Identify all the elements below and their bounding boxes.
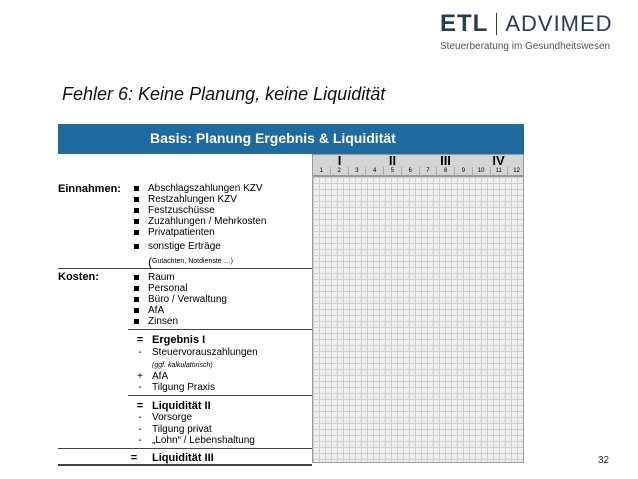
kosten-label: Kosten:: [58, 271, 99, 283]
divider: [58, 464, 312, 466]
bullet-icon: [134, 319, 139, 324]
list-item: [128, 272, 175, 283]
divider: [58, 268, 312, 269]
list-item: [128, 424, 212, 435]
liquiditaet2-label: Liquidität II: [152, 399, 211, 412]
divider: [128, 395, 312, 396]
item-text: AfA: [148, 305, 165, 316]
logo-name: ADVIMED: [505, 11, 613, 36]
month-label: 1: [313, 167, 331, 176]
month-label: 12: [513, 168, 520, 174]
month-label: 3: [349, 167, 367, 176]
banner-title: Basis: Planung Ergebnis & Liquidität: [150, 130, 396, 146]
sign: =: [130, 451, 138, 464]
quarter-row: [313, 155, 525, 167]
ergebnis-label: Ergebnis I: [152, 333, 206, 346]
liquiditaet3-label: Liquidität III: [152, 451, 214, 464]
list-item: [128, 205, 215, 216]
sign: =: [136, 333, 144, 346]
bullet-icon: [134, 230, 139, 235]
planning-rows: [58, 154, 312, 465]
item-text: Raum: [148, 272, 175, 283]
item-text: (ggf. kalkulatorisch): [152, 362, 213, 369]
einnahmen-note: [148, 256, 233, 267]
quarter-label: IV: [492, 153, 505, 168]
bullet-icon: [134, 186, 139, 191]
list-item: [128, 371, 168, 382]
ergebnis-row: [128, 334, 205, 345]
page-number: 32: [598, 455, 610, 466]
logo-brand: ETL: [440, 10, 489, 37]
list-item: [128, 435, 255, 446]
bullet-icon: [134, 275, 139, 280]
quarter-label: III: [440, 153, 451, 168]
month-label: 2: [331, 167, 349, 176]
slide-title: Fehler 6: Keine Planung, keine Liquidität: [62, 84, 386, 104]
item-text: Steuervorauszahlungen: [152, 347, 258, 358]
item-text: Tilgung privat: [152, 424, 212, 435]
item-text: Zuzahlungen / Mehrkosten: [148, 216, 267, 227]
list-item: [128, 227, 215, 238]
list-item: [128, 241, 221, 252]
month-label: 10: [473, 167, 491, 176]
item-text: sonstige Erträge: [148, 241, 221, 252]
sign: =: [136, 399, 144, 412]
table-banner: [58, 124, 524, 154]
bullet-icon: [134, 308, 139, 313]
month-label: 4: [366, 167, 384, 176]
list-item: [128, 183, 263, 194]
item-text: Vorsorge: [152, 412, 193, 423]
bullet-icon: [134, 244, 139, 249]
bullet-icon: [134, 286, 139, 291]
item-text: Büro / Verwaltung: [148, 294, 227, 305]
list-item: [128, 316, 178, 327]
liquiditaet2-row: [128, 400, 211, 411]
bullet-icon: [134, 219, 139, 224]
month-label: 7: [420, 167, 438, 176]
month-row: [313, 167, 525, 176]
list-item: [128, 360, 213, 371]
item-text: Personal: [148, 283, 188, 294]
item-text: Restzahlungen KZV: [148, 194, 237, 205]
month-label: 6: [402, 167, 420, 176]
note-open: (: [148, 254, 152, 269]
list-item: [128, 305, 164, 316]
item-text: Abschlagszahlungen KZV: [148, 183, 263, 194]
quarter-label: I: [337, 153, 342, 168]
liquiditaet3-row: [116, 452, 214, 463]
list-item: [128, 347, 258, 358]
sign: -: [138, 412, 142, 423]
item-text: Tilgung Praxis: [152, 382, 215, 393]
plan-grid: [312, 176, 524, 463]
einnahmen-label: Einnahmen:: [58, 183, 121, 195]
divider: [128, 329, 312, 330]
item-text: Zinsen: [148, 316, 179, 327]
logo: [440, 10, 630, 58]
sign: -: [138, 382, 142, 393]
list-item: [128, 382, 215, 393]
sign: +: [137, 371, 143, 382]
divider: [58, 448, 312, 449]
sign: -: [138, 347, 142, 358]
list-item: [128, 412, 192, 423]
bullet-icon: [134, 208, 139, 213]
item-text: „Lohn“ / Lebenshaltung: [152, 435, 255, 446]
list-item: [128, 216, 266, 227]
list-item: [128, 283, 187, 294]
list-item: [128, 294, 227, 305]
logo-tagline: Steuerberatung im Gesundheitswesen: [440, 41, 611, 52]
bullet-icon: [134, 197, 139, 202]
month-label: 8: [437, 167, 455, 176]
month-label: 5: [384, 167, 402, 176]
item-text: Festzuschüsse: [148, 205, 215, 216]
item-text: Privatpatienten: [148, 227, 215, 238]
sign: -: [138, 435, 142, 446]
item-text: AfA: [152, 371, 169, 382]
plan-grid-header: [312, 154, 524, 176]
month-label: 9: [455, 167, 473, 176]
sign: -: [138, 424, 142, 435]
logo-divider: [496, 13, 497, 35]
month-label: 11: [491, 167, 509, 176]
bullet-icon: [134, 297, 139, 302]
note-text: Gutachten, Notdienste …): [152, 258, 233, 265]
quarter-label: II: [388, 153, 397, 168]
list-item: [128, 194, 237, 205]
